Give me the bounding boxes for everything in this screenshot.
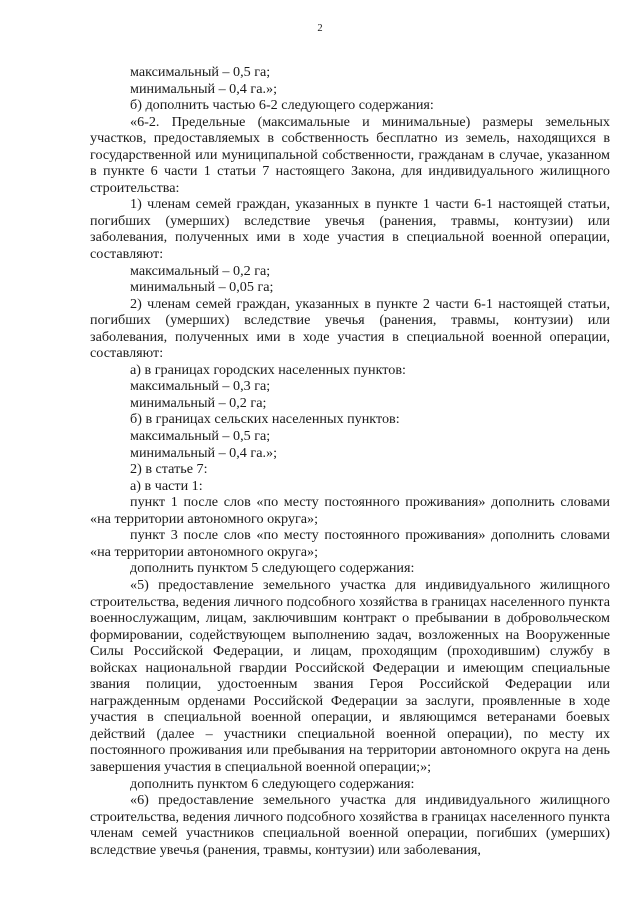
paragraph-point-5: «5) предоставление земельного участка для индивидуального жилищного строительства, ведения личного подсобного хозяйства в границах населенного пункта военнослужащим, лицам, заключившим контракт о пребывании в добровольческом формировании, содействующем выполнению задач, возложенных на Вооруженные Силы Российской Федерации, и лицам, проходящим (проходившим) службу в войсках национальной гвардии Российской Федерации и имеющим специальные звания полиции, удостоенным звания Героя Российской Федерации или награжденным орденами Российской Федерации за заслуги, проявленные в ходе участия в специальной военной операции, и являющимся ветеранами боевых действий (далее – участники специальной военной операции), по месту их постоянного проживания или пребывания на территории автономного округа на день завершения участия в специальной военной операции;»; bbox=[90, 576, 610, 775]
paragraph-urban-settlements: а) в границах городских населенных пунктов: bbox=[130, 361, 406, 378]
paragraph-part-6-2: «6-2. Предельные (максимальные и минимальные) размеры земельных участков, предоставляемых в собственность бесплатно из земель, находящихся в государственной или муниципальной собственности, гражданам в случае, указанном в пункте 6 части 1 статьи 7 настоящего Закона, для индивидуального жилищного строительства: bbox=[90, 113, 610, 196]
paragraph-add-part-6-2: б) дополнить частью 6-2 следующего содержания: bbox=[130, 97, 434, 114]
paragraph-max-0-5: максимальный – 0,5 га; bbox=[130, 64, 271, 80]
paragraph-add-point-6: дополнить пунктом 6 следующего содержания: bbox=[130, 775, 415, 792]
paragraph-max-0-3: максимальный – 0,3 га; bbox=[130, 378, 271, 395]
paragraph-max-0-2: максимальный – 0,2 га; bbox=[130, 262, 271, 279]
page-number: 2 bbox=[317, 23, 323, 34]
paragraph-min-0-2: минимальный – 0,2 га; bbox=[130, 394, 267, 411]
paragraph-article-7: 2) в статье 7: bbox=[130, 461, 208, 478]
paragraph-point-6: «6) предоставление земельного участка для индивидуального жилищного строительства, ведения личного подсобного хозяйства в границах населенного пункта членам семей участников специальной военной операции, погибших (умерших) вследствие увечья (ранения, травмы, контузии) или заболевания, bbox=[90, 792, 610, 858]
paragraph-part-1: а) в части 1: bbox=[130, 477, 203, 494]
paragraph-min-0-05: минимальный – 0,05 га; bbox=[130, 279, 274, 296]
paragraph-point-1-amendment: пункт 1 после слов «по месту постоянного проживания» дополнить словами «на территории автономного округа»; bbox=[90, 494, 610, 527]
paragraph-point-3-amendment: пункт 3 после слов «по месту постоянного проживания» дополнить словами «на территории автономного округа»; bbox=[90, 527, 610, 560]
paragraph-min-0-4-rural: минимальный – 0,4 га.»; bbox=[130, 444, 278, 461]
paragraph-item-1-families: 1) членам семей граждан, указанных в пункте 1 части 6-1 настоящей статьи, погибших (умерших) вследствие увечья (ранения, травмы, контузии) или заболевания, полученных ими в ходе участия в специальной военной операции, составляют: bbox=[90, 196, 610, 263]
paragraph-add-point-5: дополнить пунктом 5 следующего содержания: bbox=[130, 560, 415, 577]
paragraph-min-0-4: минимальный – 0,4 га.»; bbox=[130, 80, 278, 97]
paragraph-rural-settlements: б) в границах сельских населенных пунктов: bbox=[130, 411, 400, 428]
paragraph-max-0-5-rural: максимальный – 0,5 га; bbox=[130, 428, 271, 445]
document-body bbox=[90, 64, 610, 858]
paragraph-item-2-families: 2) членам семей граждан, указанных в пункте 2 части 6-1 настоящей статьи, погибших (умерших) вследствие увечья (ранения, травмы, контузии) или заболевания, полученных ими в ходе участия в специальной военной операции, составляют: bbox=[90, 295, 610, 362]
